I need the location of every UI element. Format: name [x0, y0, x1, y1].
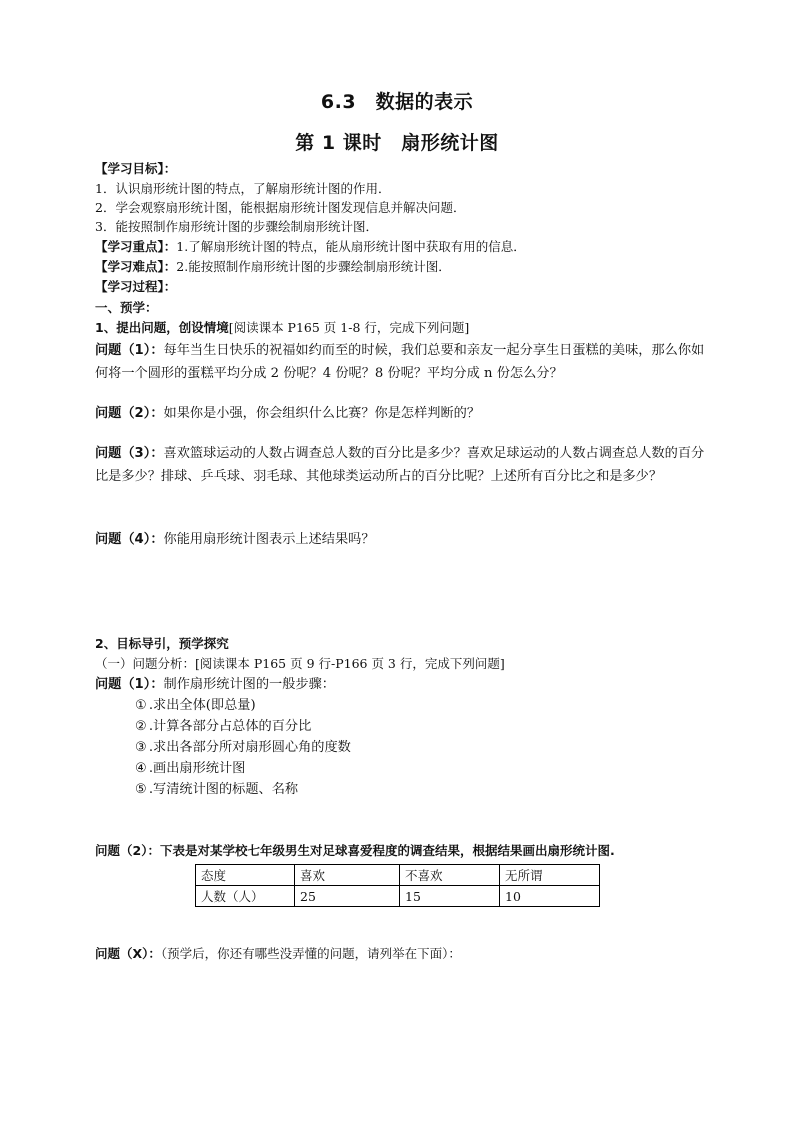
question-4 — [95, 528, 705, 551]
step-number: ④ — [135, 761, 147, 776]
section1-sub-text: [阅读课本 P165 页 1-8 行，完成下列问题] — [228, 320, 470, 335]
table-header-row — [196, 865, 600, 886]
question-1-text: 每年当生日快乐的祝福如约而至的时候，我们总要和亲友一起分享生日蛋糕的美味，那么你如何将一个圆形的蛋糕平均分成 2 份呢？4 份呢？8 份呢？平均分成 n 份怎么分？ — [95, 343, 705, 381]
objective-item-2: 2．学会观察扇形统计图，能根据扇形统计图发现信息并解决问题． — [95, 200, 466, 215]
difficulty-line — [95, 259, 451, 275]
step-text: .画出扇形统计图 — [148, 761, 246, 776]
question-1 — [95, 339, 705, 385]
key-point-text: 1.了解扇形统计图的特点，能从扇形统计图中获取有用的信息． — [176, 239, 526, 254]
section2-question-1-text: 制作扇形统计图的一般步骤： — [163, 677, 335, 692]
question-2-label: 问题（2）： — [95, 406, 164, 421]
step-number: ② — [135, 719, 147, 734]
process-heading: 【学习过程】： — [95, 279, 177, 294]
difficulty-label: 【学习难点】： — [95, 259, 177, 274]
question-1-label: 问题（1）： — [95, 343, 164, 358]
key-point-label: 【学习重点】： — [95, 239, 177, 254]
table-header-cell: 态度 — [196, 865, 295, 886]
objectives-heading: 【学习目标】： — [95, 161, 177, 176]
question-x-label: 问题（X）： — [95, 946, 161, 961]
survey-table — [195, 864, 600, 907]
question-2-text: 如果你是小强，你会组织什么比赛？你是怎样判断的？ — [163, 406, 481, 421]
question-x-text: （预学后，你还有哪些没弄懂的问题，请列举在下面）： — [160, 946, 461, 961]
table-header-cell: 不喜欢 — [400, 865, 500, 886]
step-item — [135, 739, 351, 757]
section2-question-2 — [95, 843, 615, 859]
question-4-text: 你能用扇形统计图表示上述结果吗？ — [163, 532, 375, 547]
step-number: ① — [135, 698, 147, 713]
question-3 — [95, 442, 705, 488]
table-cell: 10 — [500, 886, 600, 907]
section2-question-1-label: 问题（1）： — [95, 677, 164, 692]
question-4-label: 问题（4）： — [95, 532, 164, 547]
section1-subheading — [95, 320, 469, 336]
table-cell: 人数（人） — [196, 886, 295, 907]
objective-item-1: 1．认识扇形统计图的特点，了解扇形统计图的作用． — [95, 181, 391, 196]
page-subtitle: 第 1 课时 扇形统计图 — [295, 132, 499, 154]
step-text: .求出各部分所对扇形圆心角的度数 — [148, 740, 351, 755]
table-header-cell: 无所谓 — [500, 865, 600, 886]
question-2 — [95, 402, 705, 425]
question-3-text: 喜欢篮球运动的人数占调查总人数的百分比是多少？喜欢足球运动的人数占调查总人数的百分比是多少？排球、乒乓球、羽毛球、其他球类运动所占的百分比呢？上述所有百分比之和是多少？ — [95, 446, 705, 484]
section1-sub-label: 1、提出问题，创设情境 — [95, 320, 229, 335]
table-row — [196, 886, 600, 907]
section2-question-2-text: 下表是对某学校七年级男生对足球喜爱程度的调查结果，根据结果画出扇形统计图. — [159, 843, 615, 858]
table-cell: 25 — [295, 886, 400, 907]
difficulty-text: 2.能按照制作扇形统计图的步骤绘制扇形统计图． — [176, 259, 451, 274]
section2-analysis: （一）问题分析：[阅读课本 P165 页 9 行-P166 页 3 行，完成下列问题] — [95, 656, 505, 671]
section2-question-2-label: 问题（2）： — [95, 843, 160, 858]
key-point-line — [95, 239, 526, 255]
step-item — [135, 781, 298, 799]
section2-heading: 2、目标导引，预学探究 — [95, 636, 229, 651]
page-title: 6.3 数据的表示 — [320, 91, 474, 113]
question-x — [95, 946, 461, 962]
step-item — [135, 760, 245, 778]
section2-question-1 — [95, 677, 335, 693]
step-text: .求出全体(即总量) — [148, 698, 256, 713]
objective-item-3: 3．能按照制作扇形统计图的步骤绘制扇形统计图． — [95, 219, 378, 234]
table-header-cell: 喜欢 — [295, 865, 400, 886]
step-item — [135, 697, 256, 715]
step-text: .计算各部分占总体的百分比 — [148, 719, 312, 734]
table-cell: 15 — [400, 886, 500, 907]
step-number: ③ — [135, 740, 147, 755]
step-text: .写清统计图的标题、名称 — [148, 782, 299, 797]
question-3-label: 问题（3）： — [95, 446, 164, 461]
step-number: ⑤ — [135, 782, 147, 797]
section1-heading: 一、预学： — [95, 300, 158, 315]
step-item — [135, 718, 311, 736]
